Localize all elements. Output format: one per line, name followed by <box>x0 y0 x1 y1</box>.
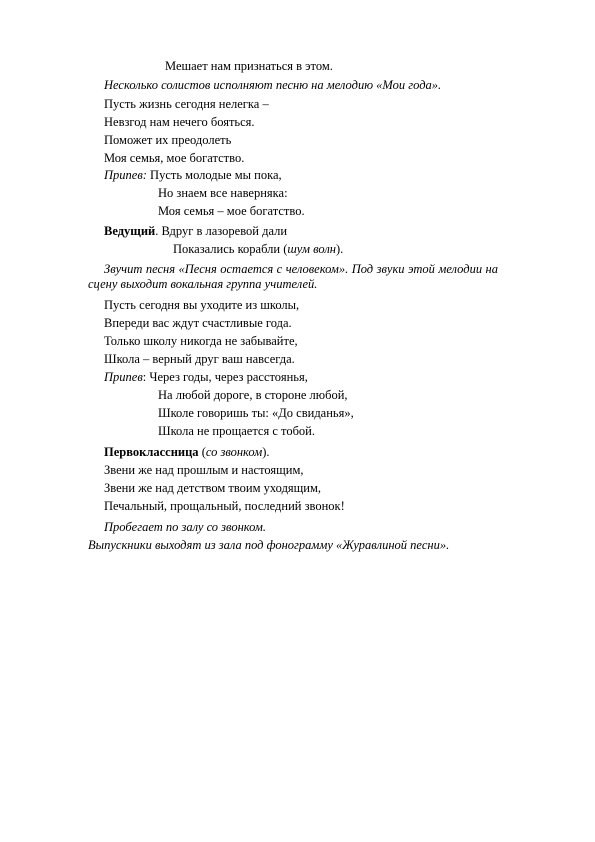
chorus-line: Школа не прощается с тобой. <box>158 424 316 438</box>
stage-direction: Несколько солистов исполняют песню на мелодию «Мои года». <box>104 78 442 92</box>
verse-line: Звени же над детством твоим уходящим, <box>104 481 322 495</box>
line-text: Показались корабли ( <box>173 242 288 256</box>
chorus-line: Школе говоришь ты: «До свиданья», <box>158 406 354 420</box>
stage-direction: Звучит песня «Песня остается с человеком». Под звуки этой мелодии на сцену выходит вокальная группа учителей. <box>88 262 498 291</box>
text-line: Мешает нам признаться в этом. <box>165 59 333 73</box>
chorus-text: Пусть молодые мы пока, <box>146 168 282 182</box>
verse-line: Только школу никогда не забывайте, <box>104 334 298 348</box>
verse-line: Невзгод нам нечего бояться. <box>104 115 255 129</box>
stage-direction: Выпускники выходят из зала под фонограмму «Журавлиной песни». <box>88 538 450 552</box>
chorus-line <box>104 168 282 183</box>
verse-line: Пусть жизнь сегодня нелегка – <box>104 97 269 111</box>
speaker-line <box>173 242 343 257</box>
speaker-name: Первоклассница <box>104 445 199 459</box>
paren-close: ). <box>262 445 270 459</box>
verse-line: Пусть сегодня вы уходите из школы, <box>104 298 300 312</box>
paren-open: ( <box>198 445 206 459</box>
verse-line: Звени же над прошлым и настоящим, <box>104 463 304 477</box>
speaker-name: Ведущий <box>104 224 156 238</box>
chorus-line <box>104 370 308 385</box>
chorus-text: : Через годы, через расстоянья, <box>142 370 308 384</box>
prop-note: со звонком <box>205 445 263 459</box>
speaker-text: . Вдруг в лазоревой дали <box>155 224 288 238</box>
chorus-label: Припев: <box>104 168 147 182</box>
chorus-label: Припев <box>104 370 143 384</box>
speaker-line <box>104 445 269 460</box>
line-end: ). <box>336 242 344 256</box>
verse-line: Поможет их преодолеть <box>104 133 232 147</box>
chorus-line: На любой дороге, в стороне любой, <box>158 388 348 402</box>
speaker-line <box>104 224 287 239</box>
verse-line: Печальный, прощальный, последний звонок! <box>104 499 345 513</box>
chorus-line: Но знаем все наверняка: <box>158 186 288 200</box>
chorus-line: Моя семья – мое богатство. <box>158 204 305 218</box>
sound-effect: шум волн <box>287 242 336 256</box>
verse-line: Школа – верный друг ваш навсегда. <box>104 352 295 366</box>
verse-line: Моя семья, мое богатство. <box>104 151 245 165</box>
stage-direction: Пробегает по залу со звонком. <box>104 520 267 534</box>
verse-line: Впереди вас ждут счастливые года. <box>104 316 292 330</box>
